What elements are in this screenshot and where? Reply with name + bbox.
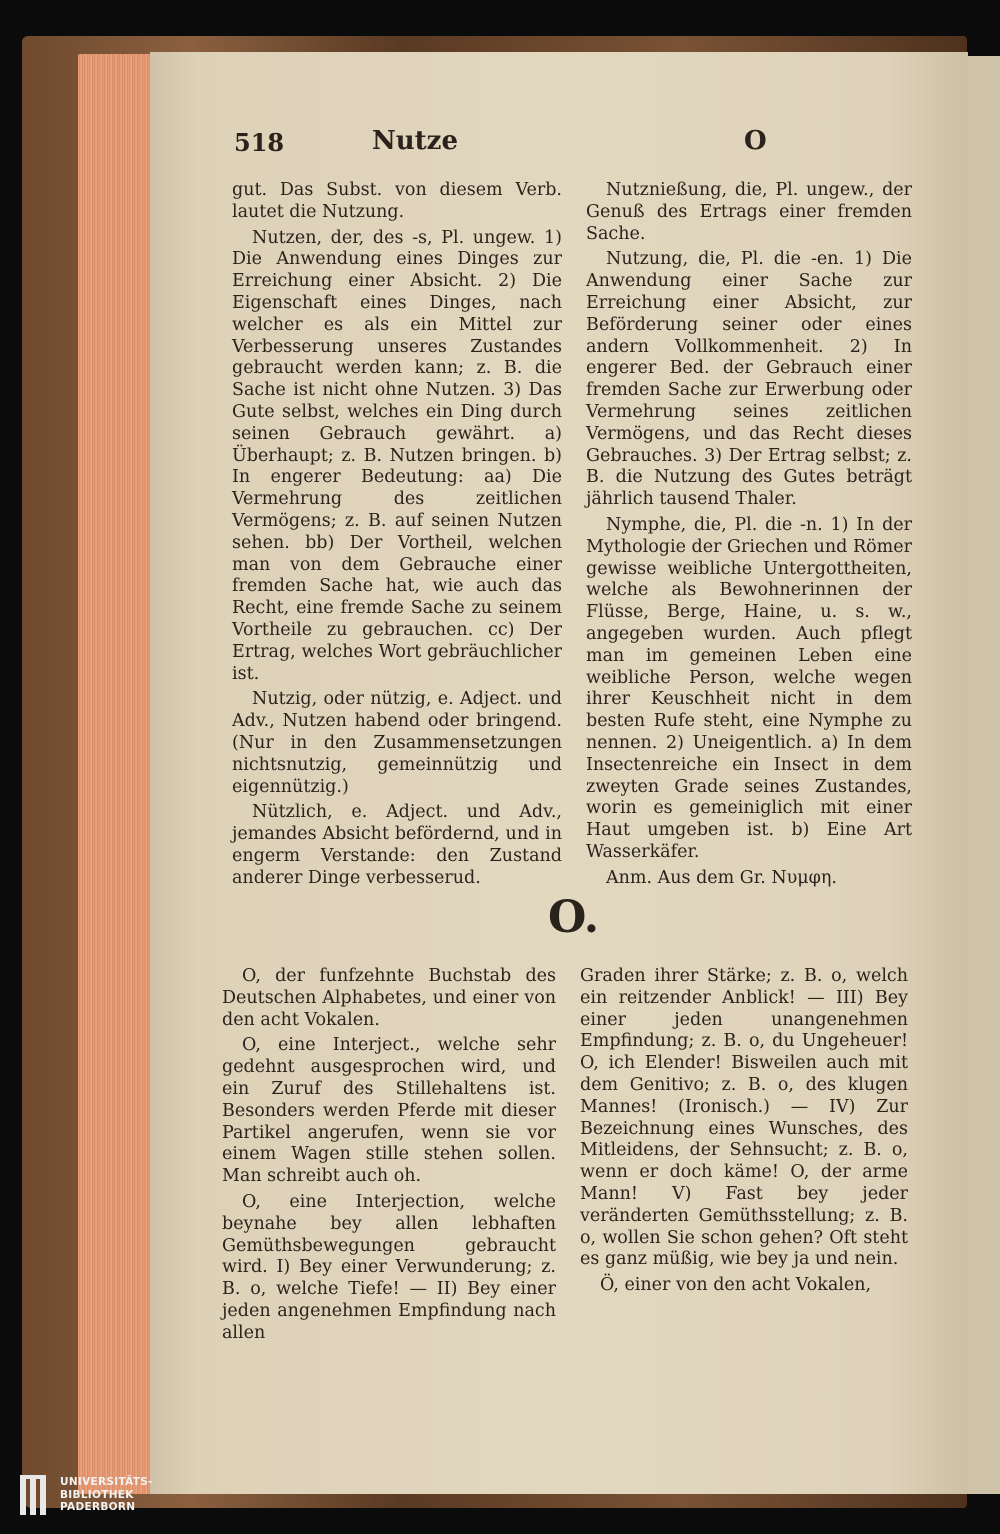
- entry-o-interject: O, eine Interject., welche sehr gedehnt ausgesprochen wird, und ein Zuruf des Stillehaltens ist. Besonders werden Pferde mit dieser Partikel angerufen, wenn sie vor einem Wagen stille stehen sollen. Man schreibt auch oh.: [222, 1035, 556, 1187]
- entry-o-continued: Graden ihrer Stärke; z. B. o, welch ein reitzender Anblick! — III) Bey einer jeden unangenehmen Empfindung; z. B. o, du Ungeheuer! O, ich Elender! Bisweilen auch mit dem Genitivo; z. B. o, des klugen Mannes! (Ironisch.) — IV) Zur Bezeichnung eines Wunsches, des Mitleidens, der Sehnsucht; z. B. o, wenn er doch käme! O, der arme Mann! V) Fast bey jeder veränderten Gemüthsstellung; z. B. o, wollen Sie schon gehen? Oft steht es ganz müßig, wie bey ja und nein.: [580, 966, 908, 1270]
- next-page-edge: [966, 56, 1000, 1494]
- running-head: Nutze: [372, 126, 458, 156]
- top-left-column: [232, 180, 562, 894]
- library-logo: [18, 1460, 168, 1530]
- logo-line-3: PADERBORN: [60, 1501, 136, 1514]
- library-logo-icon: [18, 1473, 52, 1517]
- bottom-right-column: [580, 966, 908, 1301]
- entry-o-interjection: O, eine Interjection, welche beynahe bey allen lebhaften Gemüthsbewegungen gebraucht wird. I) Bey einer Verwunderung; z. B. o, welche Tiefe! — II) Bey einer jeden angenehmen Empfindung nach allen: [222, 1191, 556, 1343]
- entry-annotation: Anm. Aus dem Gr. Νυμφη.: [606, 867, 837, 888]
- library-logo-text: [60, 1476, 153, 1514]
- logo-line-1: UNIVERSITÄTS-: [60, 1476, 153, 1489]
- entry-nutzen: Nutzen, der, des -s, Pl. ungew. 1) Die Anwendung eines Dinges zur Erreichung einer Absicht. 2) Die Eigenschaft eines Dinges, nach welcher es als ein Mittel zur Verbesserung unseres Zustandes gebraucht werden kann; z. B. die Sache ist nicht ohne Nutzen. 3) Das Gute selbst, welches ein Ding durch seinen Gebrauch gewährt. a) Überhaupt; z. B. Nutzen bringen. b) In engerer Bedeutung: aa) Die Vermehrung des zeitlichen Vermögens; z. B. auf seinen Nutzen sehen. bb) Der Vortheil, welchen man von dem Gebrauche einer fremden Sache hat, wie auch das Recht, eine fremde Sache zu seinem Vortheile zu gebrauchen. cc) Der Ertrag, welches Wort gebräuchlicher ist.: [232, 227, 562, 684]
- section-letter: O: [744, 126, 767, 156]
- bottom-left-column: [222, 966, 556, 1349]
- entry-nuetzlich: Nützlich, e. Adject. und Adv., jemandes Absicht befördernd, und in engerm Verstande: den Zustand anderer Dinge verbesserud.: [232, 802, 562, 888]
- logo-line-2: BIBLIOTHEK: [60, 1488, 134, 1501]
- entry-nutzniessung: Nutznießung, die, Pl. ungew., der Genuß des Ertrags einer fremden Sache.: [586, 180, 912, 244]
- page-number: 518: [234, 128, 285, 157]
- entry-nutzig: Nutzig, oder nützig, e. Adject. und Adv., Nutzen habend oder bringend. (Nur in den Zusammensetzungen nichtsnutzig, gemeinnützig und eigennützig.): [232, 689, 562, 797]
- top-right-column: [586, 180, 912, 894]
- entry-o-letter: O, der funfzehnte Buchstab des Deutschen Alphabetes, und einer von den acht Vokalen.: [222, 966, 556, 1030]
- section-heading: O.: [548, 892, 600, 943]
- entry-nutzung: Nutzung, die, Pl. die -en. 1) Die Anwendung einer Sache zur Erreichung einer Absicht, zur Beförderung seiner oder eines andern Vollkommenheit. 2) In engerer Bed. der Gebrauch einer fremden Sache zur Erwerbung oder Vermehrung seines zeitlichen Vermögens, und das Recht dieses Gebrauches. 3) Der Ertrag selbst; z. B. die Nutzung des Gutes beträgt jährlich tausend Thaler.: [586, 249, 912, 510]
- entry-nymphe: Nymphe, die, Pl. die -n. 1) In der Mythologie der Griechen und Römer gewisse weibliche Untergottheiten, welche als Bewohnerinnen der Flüsse, Berge, Haine, u. s. w., angegeben wurden. Auch pflegt man im gemeinen Leben eine weibliche Person, welche wegen ihrer Keuschheit nicht in dem besten Rufe steht, eine Nymphe zu nennen. 2) Uneigentlich. a) In dem Insectenreiche ein Insect in dem zweyten Grade seines Zustandes, worin es gemeiniglich mit einer Haut umgeben ist. b) Eine Art Wasserkäfer.: [586, 514, 912, 862]
- entry-oe-vowel: Ö, einer von den acht Vokalen,: [600, 1275, 872, 1296]
- entry-paragraph: gut. Das Subst. von diesem Verb. lautet die Nutzung.: [232, 180, 562, 222]
